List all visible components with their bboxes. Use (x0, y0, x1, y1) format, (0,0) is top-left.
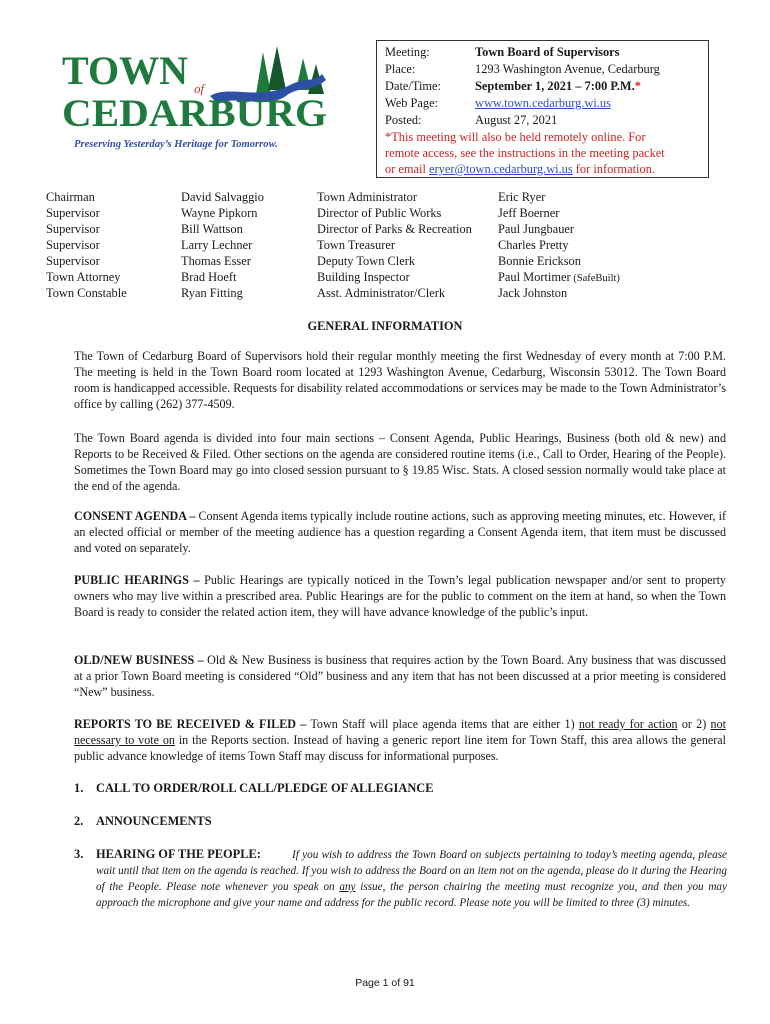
remote-note-line1: *This meeting will also be held remotely online. For (385, 130, 646, 144)
remote-note-line2: remote access, see the instructions in the meeting packet (385, 146, 665, 160)
official-title: Chairman (46, 190, 95, 204)
posted-value: August 27, 2021 (475, 113, 558, 127)
hearing-text-a: If you wish to address the Town Board on subjects pertaining to today’s meeting agenda, please wait until that item on the agenda is reached. If you wish to address the Board on an item not on the agenda, please do it during the Hearing of the People. Please note whenever you speak on (96, 849, 727, 893)
official-title: Supervisor (46, 238, 100, 252)
reports-text-b: or 2) (677, 717, 711, 731)
business-paragraph (74, 652, 726, 700)
section-title: CALL TO ORDER/ROLL CALL/PLEDGE OF ALLEGIANCE (96, 781, 434, 795)
consent-agenda-paragraph (74, 508, 726, 556)
official-name: Brad Hoeft (181, 270, 237, 284)
staff-title: Director of Parks & Recreation (317, 222, 472, 236)
reports-underline-1: not ready for action (578, 717, 678, 731)
reports-text-a: Town Staff will place agenda items that are either 1) (306, 717, 579, 731)
section-number: 2. (74, 814, 84, 828)
place-row (385, 62, 660, 77)
consent-agenda-text: Consent Agenda items typically include routine actions, such as approving meeting minutes, etc. However, if an elected official or member of the meeting audience has a question regarding a Consent Agenda item, that item must be discussed and voted on separately. (74, 509, 726, 555)
staff-title: Director of Public Works (317, 206, 442, 220)
staff-name-text: Charles Pretty (498, 238, 569, 252)
staff-title: Town Treasurer (317, 238, 395, 252)
agenda-section-2 (74, 814, 212, 829)
section-number: 1. (74, 781, 84, 795)
hearing-of-people-text (96, 847, 727, 911)
public-hearings-paragraph (74, 572, 726, 620)
meeting-info-box (376, 40, 709, 178)
official-title: Supervisor (46, 206, 100, 220)
general-info-heading: GENERAL INFORMATION (307, 319, 463, 333)
posted-row (385, 113, 557, 128)
staff-name (498, 189, 545, 205)
staff-name-text: Paul Mortimer (498, 270, 571, 284)
public-hearings-lead: PUBLIC HEARINGS – (74, 573, 200, 587)
official-name: Thomas Esser (181, 254, 251, 268)
logo-word-of: of (194, 81, 205, 96)
place-label: Place: (385, 62, 416, 76)
official-title: Town Constable (46, 286, 127, 300)
reports-underline-2: not necessary to vote on (74, 717, 726, 747)
staff-name-text: Jeff Boerner (498, 206, 560, 220)
datetime-row (385, 79, 641, 94)
remote-note-line3 (385, 162, 655, 177)
official-title: Supervisor (46, 254, 100, 268)
webpage-link[interactable]: www.town.cedarburg.wi.us (475, 96, 611, 110)
staff-name (498, 221, 574, 237)
official-title: Supervisor (46, 222, 100, 236)
datetime-star: * (634, 79, 641, 93)
section-number: 3. (74, 847, 84, 861)
staff-name-text: Jack Johnston (498, 286, 568, 300)
staff-name (498, 205, 559, 221)
reports-paragraph (74, 716, 726, 764)
staff-name-note: (SafeBuilt) (570, 273, 620, 284)
staff-title: Deputy Town Clerk (317, 254, 416, 268)
agenda-section-1 (74, 781, 434, 796)
public-hearings-text: Public Hearings are typically noticed in the Town’s legal publication newspaper and/or sent to property owners who may live within a prescribed area. Public Hearings are for the public to comment on the item at hand, so when the Town Board is ready to consider the related action item, they will have advance knowledge of the public’s input. (74, 573, 726, 619)
business-text: Old & New Business is business that requires action by the Town Board. Any business that was discussed at a prior Town Board meeting is considered “Old” business and any item that has not been discussed at a prior meeting is considered “New” business. (74, 653, 726, 699)
hearing-text-b: issue, the person chairing the meeting must recognize you, and then you may approach the microphone and give your name and address for the public record. Please note you will be limited to three (3) minutes. (96, 881, 727, 909)
page-footer: Page 1 of 91 (355, 977, 415, 989)
logo-word-top: TOWN (62, 48, 188, 93)
place-value: 1293 Washington Avenue, Cedarburg (475, 62, 660, 76)
staff-name (498, 253, 581, 269)
remote-note-pre: or email (385, 162, 430, 176)
staff-name-text: Eric Ryer (498, 190, 546, 204)
reports-text-c: in the Reports section. Instead of having a generic report line item for Town Staff, this area allows the general public advance knowledge of items Town Staff may discuss for informational purposes. (74, 733, 726, 763)
logo-word-bottom: CEDARBURG (62, 92, 327, 135)
datetime-label: Date/Time: (385, 79, 441, 93)
staff-name (498, 237, 569, 253)
section-title: HEARING OF THE PEOPLE: (96, 847, 261, 861)
official-name: Larry Lechner (181, 238, 253, 252)
official-name: Ryan Fitting (181, 286, 243, 300)
town-logo (60, 44, 335, 154)
staff-name-text: Paul Jungbauer (498, 222, 575, 236)
posted-label: Posted: (385, 113, 422, 127)
staff-name (498, 285, 567, 301)
section-title: ANNOUNCEMENTS (96, 814, 212, 828)
datetime-value: September 1, 2021 – 7:00 P.M. (475, 79, 635, 93)
clerk-email-link[interactable]: eryer@town.cedarburg.wi.us (429, 162, 573, 176)
consent-agenda-lead: CONSENT AGENDA – (74, 509, 196, 523)
reports-lead: REPORTS TO BE RECEIVED & FILED – (74, 717, 307, 731)
official-name: Bill Wattson (181, 222, 243, 236)
tree-icon (268, 46, 286, 90)
staff-title: Asst. Administrator/Clerk (317, 286, 446, 300)
meeting-value: Town Board of Supervisors (475, 45, 620, 59)
business-lead: OLD/NEW BUSINESS – (74, 653, 204, 667)
hearing-any: any (339, 881, 356, 893)
agenda-sections-paragraph: The Town Board agenda is divided into four main sections – Consent Agenda, Public Hearings, Business (both old & new) and Reports to be Received & Filed. Other sections on the agenda are considered routine items (i.e., Call to Order, Hearing of the People). Sometimes the Town Board may go into closed session pursuant to § 19.85 Wisc. Stats. A closed session normally would take place at the end of the agenda. (74, 431, 726, 493)
staff-name-text: Bonnie Erickson (498, 254, 581, 268)
meeting-label: Meeting: (385, 45, 430, 59)
official-name: David Salvaggio (181, 190, 264, 204)
staff-title: Building Inspector (317, 270, 410, 284)
general-paragraph: The Town of Cedarburg Board of Supervisors hold their regular monthly meeting the first Wednesday of every month at 7:00 P.M. The meeting is held in the Town Board room located at 1293 Washington Avenue, Cedarburg, Wisconsin 53012. The Town Board room is handicapped accessible. Requests for disability related accommodations or services may be made to the Town Administrator’s office by calling (262) 377-4509. (74, 349, 726, 411)
logo-tagline: Preserving Yesterday’s Heritage for Tomorrow. (74, 139, 278, 150)
webpage-row (385, 96, 611, 111)
official-name: Wayne Pipkorn (181, 206, 258, 220)
remote-note-post: for information. (572, 162, 655, 176)
official-title: Town Attorney (46, 270, 121, 284)
webpage-label: Web Page: (385, 96, 439, 110)
meeting-row (385, 45, 619, 60)
staff-title: Town Administrator (317, 190, 417, 204)
